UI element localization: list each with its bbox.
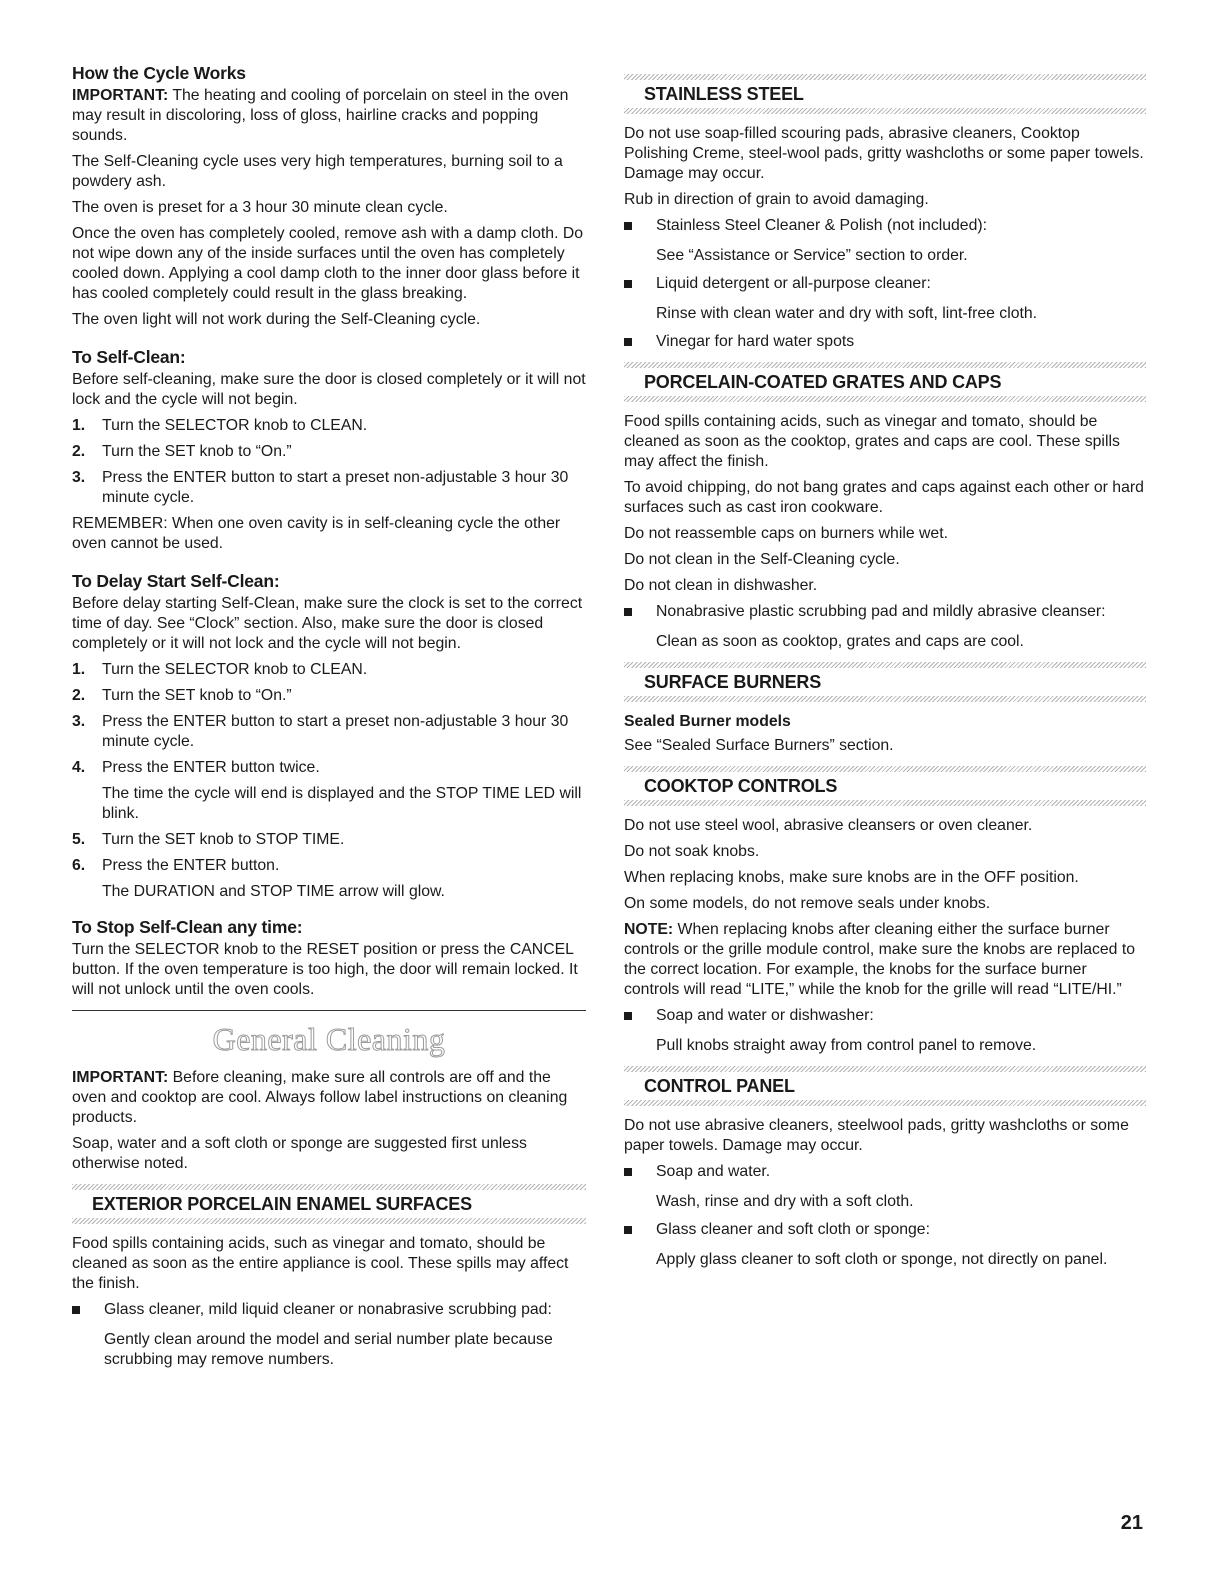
bullet-item <box>624 216 1146 266</box>
general-cleaning-title: General Cleaning <box>212 1021 446 1057</box>
step-note: The time the cycle will end is displayed and the STOP TIME LED will blink. <box>102 785 582 822</box>
bullet-note: Gently clean around the model and serial number plate because scrubbing may remove numbers. <box>104 1331 553 1368</box>
step-text: Turn the SET knob to “On.” <box>102 443 292 460</box>
bullet-square-icon <box>624 608 632 616</box>
burners-p1: See “Sealed Surface Burners” section. <box>624 737 894 754</box>
controls-heading: COOKTOP CONTROLS <box>644 776 838 796</box>
stop-heading: To Stop Self-Clean any time: <box>72 917 303 937</box>
panel-section-header <box>624 1066 1146 1106</box>
bullet-square-icon <box>624 338 632 346</box>
step-item <box>72 416 586 436</box>
bullet-item <box>624 1006 1146 1056</box>
step-item <box>72 660 586 680</box>
bullet-note: Rinse with clean water and dry with soft, lint-free cloth. <box>656 305 1038 322</box>
delay-steps <box>72 660 586 902</box>
cycle-p2: The oven is preset for a 3 hour 30 minute clean cycle. <box>72 199 448 216</box>
step-text: Press the ENTER button twice. <box>102 759 320 776</box>
bullet-note: Pull knobs straight away from control panel to remove. <box>656 1037 1037 1054</box>
cycle-p4: The oven light will not work during the Self-Cleaning cycle. <box>72 311 481 328</box>
bullet-text: Glass cleaner, mild liquid cleaner or nonabrasive scrubbing pad: <box>104 1301 552 1318</box>
bullet-item <box>624 274 1146 324</box>
controls-p2: Do not soak knobs. <box>624 843 760 860</box>
grates-p5: Do not clean in dishwasher. <box>624 577 818 594</box>
step-text: Press the ENTER button to start a preset non-adjustable 3 hour 30 minute cycle. <box>102 713 569 750</box>
left-column <box>72 62 586 1378</box>
bullet-item <box>72 1300 586 1370</box>
page-number: 21 <box>1120 1512 1143 1534</box>
general-important <box>72 1068 586 1128</box>
hatch-bar <box>624 696 1146 702</box>
stainless-heading: STAINLESS STEEL <box>644 84 804 104</box>
controls-p3: When replacing knobs, make sure knobs are in the OFF position. <box>624 869 1079 886</box>
panel-bullets <box>624 1162 1146 1270</box>
step-text: Turn the SELECTOR knob to CLEAN. <box>102 417 368 434</box>
bullet-note: Clean as soon as cooktop, grates and caps are cool. <box>656 633 1024 650</box>
stop-text: Turn the SELECTOR knob to the RESET position or press the CANCEL button. If the oven temperature is too high, the door will remain locked. It will not unlock until the oven cools. <box>72 941 578 998</box>
cycle-p1: The Self-Cleaning cycle uses very high temperatures, burning soil to a powdery ash. <box>72 153 563 190</box>
step-text: Press the ENTER button to start a preset non-adjustable 3 hour 30 minute cycle. <box>102 469 569 506</box>
important-text: Before cleaning, make sure all controls are off and the oven and cooktop are cool. Always follow label instructions on cleaning products. <box>72 1069 568 1126</box>
exterior-p1: Food spills containing acids, such as vinegar and tomato, should be cleaned as soon as the entire appliance is cool. These spills may affect the finish. <box>72 1235 569 1292</box>
burners-subheading: Sealed Burner models <box>624 713 791 730</box>
burners-section-header <box>624 662 1146 702</box>
self-clean-steps <box>72 416 586 508</box>
step-text: Turn the SET knob to “On.” <box>102 687 292 704</box>
bullet-square-icon <box>624 1168 632 1176</box>
stainless-p1: Do not use soap-filled scouring pads, abrasive cleaners, Cooktop Polishing Creme, steel-wool pads, gritty washcloths or some paper towels. Damage may occur. <box>624 125 1144 182</box>
hatch-bar <box>624 396 1146 402</box>
stainless-section-header <box>624 74 1146 114</box>
step-note: The DURATION and STOP TIME arrow will glow. <box>102 883 445 900</box>
step-number: 4. <box>72 759 86 776</box>
bullet-text: Soap and water. <box>656 1163 771 1180</box>
step-number: 3. <box>72 469 86 486</box>
step-text: Turn the SET knob to STOP TIME. <box>102 831 345 848</box>
bullet-note: See “Assistance or Service” section to order. <box>656 247 968 264</box>
cycle-p3: Once the oven has completely cooled, remove ash with a damp cloth. Do not wipe down any of the inside surfaces until the oven has completely cooled down. Applying a cool damp cloth to the inner door glass before it has cooled completely could result in the glass breaking. <box>72 225 584 302</box>
bullet-item <box>624 332 1146 352</box>
important-text: The heating and cooling of porcelain on steel in the oven may result in discoloring, loss of gloss, hairline cracks and popping sounds. <box>72 87 569 144</box>
grates-p1: Food spills containing acids, such as vinegar and tomato, should be cleaned as soon as the cooktop, grates and caps are cool. These spills may affect the finish. <box>624 413 1120 470</box>
bullet-text: Soap and water or dishwasher: <box>656 1007 874 1024</box>
bullet-text: Nonabrasive plastic scrubbing pad and mildly abrasive cleanser: <box>656 603 1106 620</box>
bullet-text: Liquid detergent or all-purpose cleaner: <box>656 275 931 292</box>
bullet-item <box>624 602 1146 652</box>
grates-p2: To avoid chipping, do not bang grates and caps against each other or hard surfaces such as cast iron cookware. <box>624 479 1144 516</box>
delay-intro: Before delay starting Self-Clean, make sure the clock is set to the correct time of day. See “Clock” section. Also, make sure the door is closed completely or it will not lock and the cycle will not begin. <box>72 595 583 652</box>
bullet-text: Stainless Steel Cleaner & Polish (not included): <box>656 217 988 234</box>
cycle-heading: How the Cycle Works <box>72 63 246 83</box>
bullet-item <box>624 1220 1146 1270</box>
exterior-section-header <box>72 1184 586 1224</box>
bullet-note: Wash, rinse and dry with a soft cloth. <box>656 1193 914 1210</box>
controls-p1: Do not use steel wool, abrasive cleansers or oven cleaner. <box>624 817 1033 834</box>
step-number: 5. <box>72 831 86 848</box>
panel-heading: CONTROL PANEL <box>644 1076 795 1096</box>
controls-note <box>624 920 1146 1000</box>
step-text: Turn the SELECTOR knob to CLEAN. <box>102 661 368 678</box>
step-number: 3. <box>72 713 86 730</box>
controls-section-header <box>624 766 1146 806</box>
bullet-square-icon <box>624 1012 632 1020</box>
step-number: 2. <box>72 443 86 460</box>
important-label: IMPORTANT: <box>72 87 169 104</box>
stainless-p2: Rub in direction of grain to avoid damaging. <box>624 191 929 208</box>
grates-heading: PORCELAIN-COATED GRATES AND CAPS <box>644 372 1002 392</box>
important-label: IMPORTANT: <box>72 1069 169 1086</box>
hatch-bar <box>624 800 1146 806</box>
bullet-text: Glass cleaner and soft cloth or sponge: <box>656 1221 930 1238</box>
general-p1: Soap, water and a soft cloth or sponge are suggested first unless otherwise noted. <box>72 1135 527 1172</box>
controls-p4: On some models, do not remove seals under knobs. <box>624 895 991 912</box>
bullet-square-icon <box>624 1226 632 1234</box>
step-item <box>72 830 586 850</box>
step-text: Press the ENTER button. <box>102 857 280 874</box>
exterior-heading: EXTERIOR PORCELAIN ENAMEL SURFACES <box>92 1194 472 1214</box>
self-clean-heading: To Self-Clean: <box>72 347 186 367</box>
grates-section-header <box>624 362 1146 402</box>
bullet-item <box>624 1162 1146 1212</box>
bullet-text: Vinegar for hard water spots <box>656 333 855 350</box>
burners-heading: SURFACE BURNERS <box>644 672 822 692</box>
self-clean-remember: REMEMBER: When one oven cavity is in self-cleaning cycle the other oven cannot be used. <box>72 515 561 552</box>
note-label: NOTE: <box>624 921 674 938</box>
panel-p1: Do not use abrasive cleaners, steelwool pads, gritty washcloths or some paper towels. Damage may occur. <box>624 1117 1129 1154</box>
step-item <box>72 468 586 508</box>
step-number: 2. <box>72 687 86 704</box>
step-item <box>72 442 586 462</box>
right-column <box>624 62 1146 1278</box>
bullet-note: Apply glass cleaner to soft cloth or sponge, not directly on panel. <box>656 1251 1108 1268</box>
hatch-bar <box>624 1100 1146 1106</box>
hatch-bar <box>624 108 1146 114</box>
bullet-square-icon <box>624 222 632 230</box>
hatch-bar <box>72 1218 586 1224</box>
self-clean-intro: Before self-cleaning, make sure the door is closed completely or it will not lock and the cycle will not begin. <box>72 371 586 408</box>
grates-p4: Do not clean in the Self-Cleaning cycle. <box>624 551 900 568</box>
controls-bullets <box>624 1006 1146 1056</box>
bullet-square-icon <box>624 280 632 288</box>
grates-bullets <box>624 602 1146 652</box>
grates-p3: Do not reassemble caps on burners while wet. <box>624 525 948 542</box>
bullet-square-icon <box>72 1306 80 1314</box>
step-number: 1. <box>72 417 86 434</box>
step-number: 6. <box>72 857 86 874</box>
cycle-important <box>72 86 586 146</box>
exterior-bullets <box>72 1300 586 1370</box>
step-item <box>72 712 586 752</box>
stainless-bullets <box>624 216 1146 352</box>
note-text: When replacing knobs after cleaning either the surface burner controls or the grille module control, make sure the knobs are replaced to the correct location. For example, the knobs for the surface burner controls will read “LITE,” while the knob for the grille will read “LITE/HI.” <box>624 921 1136 998</box>
delay-heading: To Delay Start Self-Clean: <box>72 571 280 591</box>
step-number: 1. <box>72 661 86 678</box>
section-divider <box>72 1010 586 1011</box>
step-item <box>72 758 586 824</box>
step-item <box>72 856 586 902</box>
step-item <box>72 686 586 706</box>
